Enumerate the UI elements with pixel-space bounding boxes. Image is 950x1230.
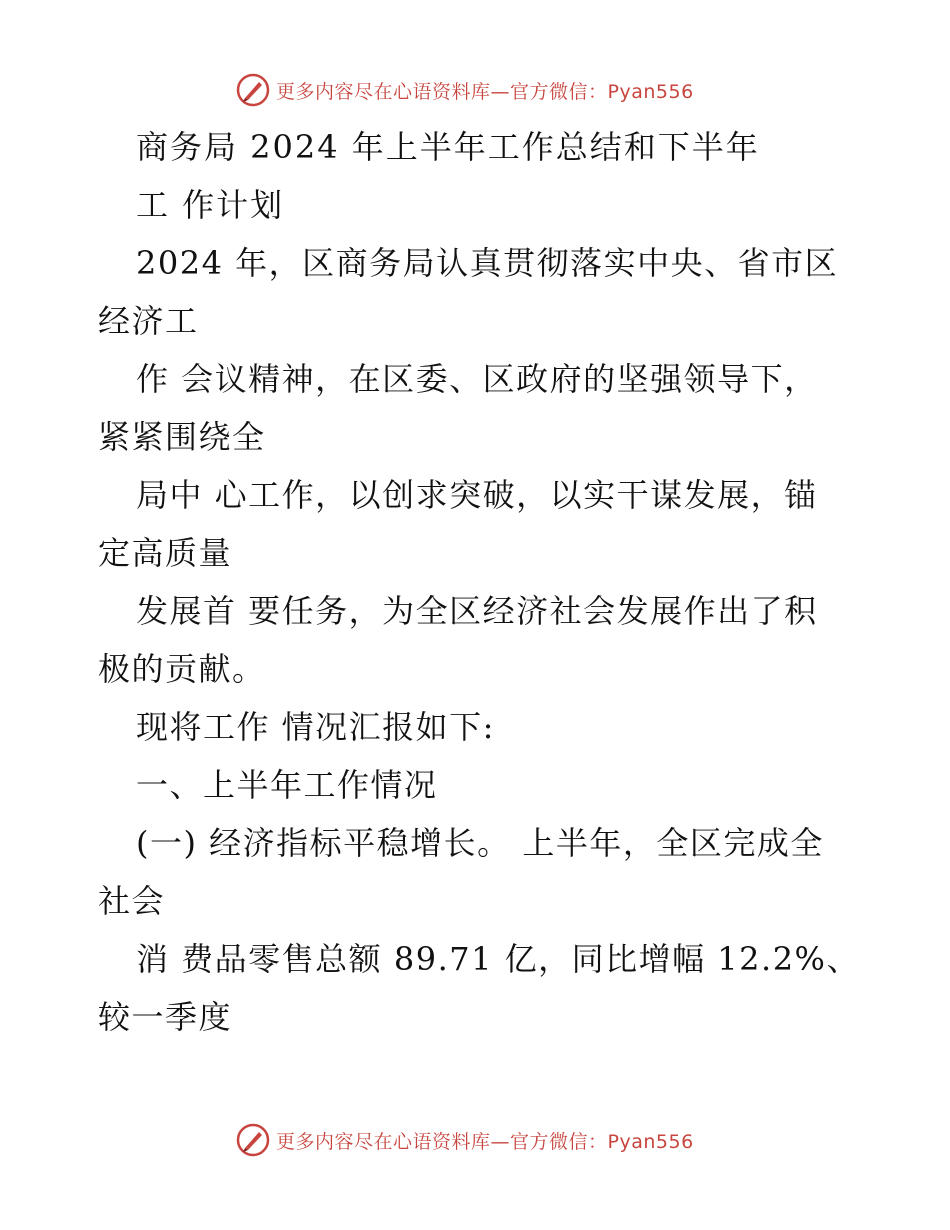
paragraph-line: 较一季度 <box>98 998 233 1036</box>
paragraph-line: 经济工 <box>98 302 199 340</box>
quill-pen-icon <box>236 1123 270 1157</box>
paragraph-line: 紧紧围绕全 <box>98 418 266 456</box>
paragraph-line: 现将工作 情况汇报如下: <box>136 708 495 746</box>
watermark-text: 更多内容尽在心语资料库—官方微信：Pyan556 <box>276 80 694 103</box>
document-title-line-2: 工 作计划 <box>136 186 285 224</box>
subsection-line: (一) 经济指标平稳增长。 上半年，全区完成全 <box>136 824 824 862</box>
paragraph-line: 消 费品零售总额 89.71 亿，同比增幅 12.2%、 <box>136 940 860 978</box>
paragraph-line: 定高质量 <box>98 534 233 572</box>
section-heading: 一、上半年工作情况 <box>136 766 438 804</box>
watermark-text: 更多内容尽在心语资料库—官方微信：Pyan556 <box>276 1130 694 1153</box>
paragraph-line: 发展首 要任务，为全区经济社会发展作出了积 <box>136 592 818 630</box>
paragraph-line: 2024 年，区商务局认真贯彻落实中央、省市区 <box>136 244 839 282</box>
watermark-footer <box>236 1122 694 1158</box>
document-body <box>98 118 860 1046</box>
paragraph-line: 局中 心工作，以创求突破，以实干谋发展，锚 <box>136 476 818 514</box>
paragraph-line: 作 会议精神，在区委、区政府的坚强领导下， <box>136 360 818 398</box>
paragraph-line: 极的贡献。 <box>98 650 266 688</box>
paragraph-line: 社会 <box>98 882 166 920</box>
document-title-line-1: 商务局 2024 年上半年工作总结和下半年 <box>136 128 760 166</box>
watermark-header <box>236 72 694 108</box>
quill-pen-icon <box>236 73 270 107</box>
